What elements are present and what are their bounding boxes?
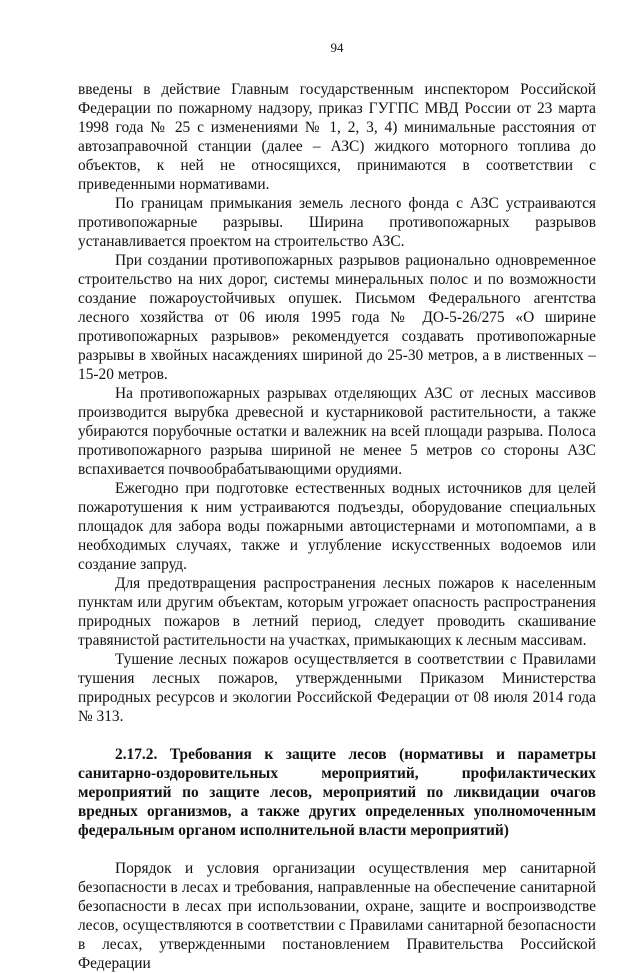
paragraph: Для предотвращения распространения лесных пожаров к населенным пунктам или другим объектам, которым угрожает опасность распространения природных пожаров в летний период, следует проводить скашивание травянистой растительности на участках, примыкающих к лесным массивам. — [78, 575, 596, 649]
page-number: 94 — [330, 40, 344, 55]
paragraph: Ежегодно при подготовке естественных водных источников для целей пожаротушения к ним устраиваются подъезды, оборудование специальных площадок для забора воды пожарными автоцистернами и мотопомпами, а в необходимых случаях, также и углубление искусственных водоемов или создание запруд. — [78, 480, 596, 573]
paragraph: При создании противопожарных разрывов рационально одновременное строительство на них дорог, системы минеральных полос и по возможности создание пожароустойчивых опушек. Письмом Федерального агентства лесного хозяйства от 06 июля 1995 года № ДО-5-26/275 «О ширине противопожарных разрывов» рекомендуется создавать противопожарные разрывы в хвойных насаждениях шириной до 25-30 метров, а в лиственных – 15-20 метров. — [78, 252, 596, 383]
section-heading: 2.17.2. Требования к защите лесов (нормативы и параметры санитарно-оздоровительных мероприятий, профилактических мероприятий по защите лесов, мероприятий по ликвидации очагов вредных организмов, а также других определенных уполномоченным федеральным органом исполнительной власти мероприятий) — [78, 746, 596, 839]
paragraph: Тушение лесных пожаров осуществляется в соответствии с Правилами тушения лесных пожаров, утвержденными Приказом Министерства природных ресурсов и экологии Российской Федерации от 08 июля 2014 года № 313. — [78, 651, 596, 725]
paragraph: На противопожарных разрывах отделяющих АЗС от лесных массивов производится вырубка древесной и кустарниковой растительности, а также убираются порубочные остатки и валежник на всей площади разрыва. Полоса противопожарного разрыва шириной не менее 5 метров со стороны АЗС вспахивается почвообрабатывающими орудиями. — [78, 385, 596, 478]
paragraph: введены в действие Главным государственным инспектором Российской Федерации по пожарному надзору, приказ ГУГПС МВД России от 23 марта 1998 года № 25 с изменениями № 1, 2, 3, 4) минимальные расстояния от автозаправочной станции (далее – АЗС) жидкого моторного топлива до объектов, к ней не относящихся, принимаются в соответствии с приведенными нормативами. — [78, 81, 596, 193]
paragraph: Порядок и условия организации осуществления мер санитарной безопасности в лесах и требования, направленные на обеспечение санитарной безопасности в лесах при использовании, охране, защите и воспроизводстве лесов, осуществляются в соответствии с Правилами санитарной безопасности в лесах, утвержденными постановлением Правительства Российской Федерации — [78, 860, 596, 972]
paragraph: По границам примыкания земель лесного фонда с АЗС устраиваются противопожарные разрывы. Ширина противопожарных разрывов устанавливается проектом на строительство АЗС. — [78, 195, 596, 250]
